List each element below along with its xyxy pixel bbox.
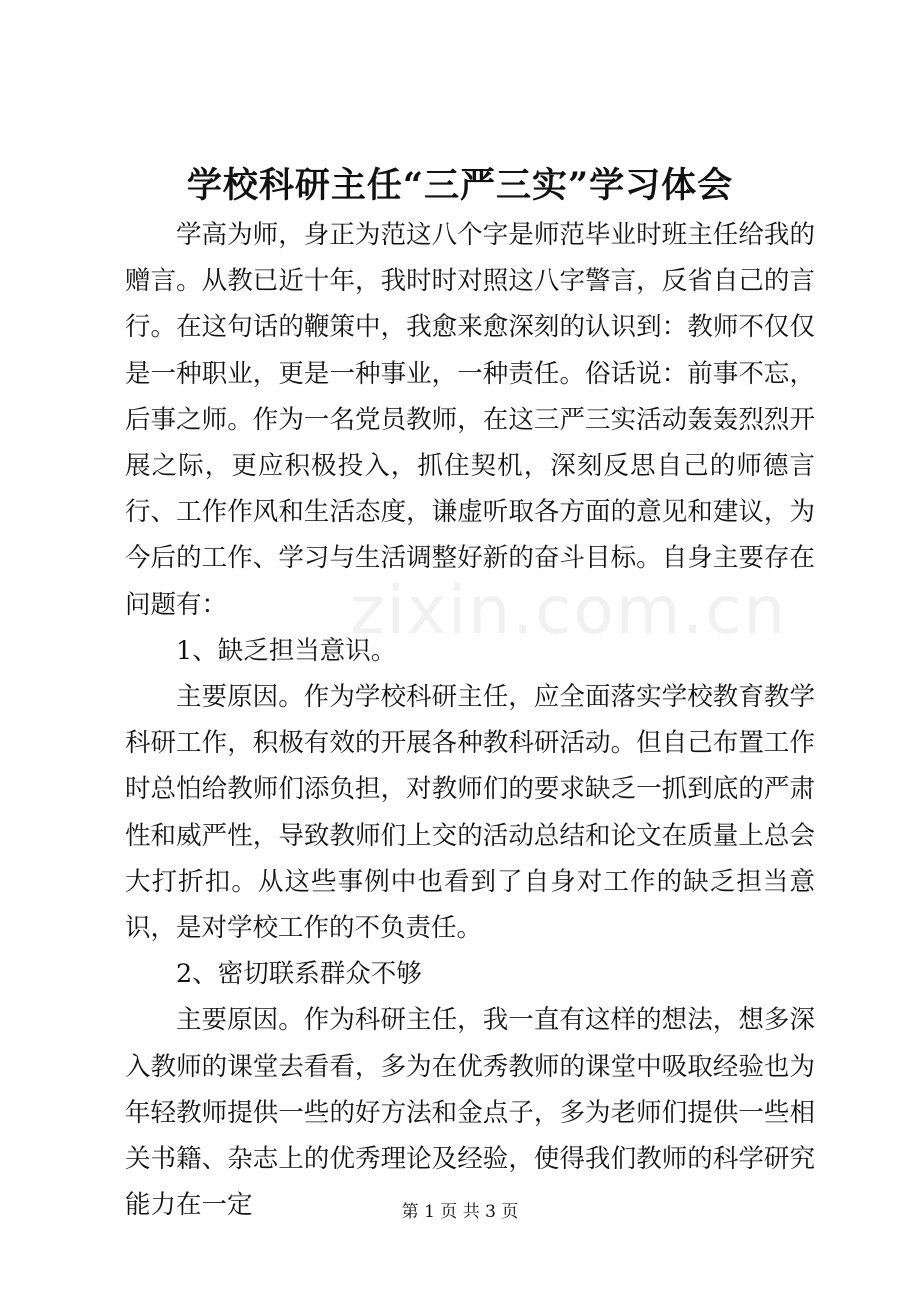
document-body — [125, 212, 815, 1228]
paragraph-intro: 学高为师，身正为范这八个字是师范毕业时班主任给我的赠言。从教已近十年，我时时对照这八字警言，反省自己的言行。在这句话的鞭策中，我愈来愈深刻的认识到：教师不仅仅是一种职业，更是一种事业，一种责任。俗话说：前事不忘，后事之师。作为一名党员教师，在这三严三实活动轰轰烈烈开展之际，更应积极投入，抓住契机，深刻反思自己的师德言行、工作作风和生活态度，谦虚听取各方面的意见和建议，为今后的工作、学习与生活调整好新的奋斗目标。自身主要存在问题有： — [125, 220, 815, 620]
document-title: 学校科研主任“三严三实”学习体会 — [186, 165, 734, 206]
paragraph-heading-1: 1、缺乏担当意识。 — [176, 635, 397, 666]
page-number-footer: 第 1 页 共 3 页 — [401, 1202, 519, 1222]
watermark: zixin.com.cn — [350, 572, 788, 649]
paragraph-reason-1: 主要原因。作为学校科研主任，应全面落实学校教育教学科研工作，积极有效的开展各种教科研活动。但自己布置工作时总怕给教师们添负担，对教师们的要求缺乏一抓到底的严肃性和威严性，导致教师们上交的活动总结和论文在质量上总会大打折扣。从这些事例中也看到了自身对工作的缺乏担当意识，是对学校工作的不负责任。 — [125, 682, 815, 944]
paragraph-reason-2: 主要原因。作为科研主任，我一直有这样的想法，想多深入教师的课堂去看看，多为在优秀教师的课堂中吸取经验也为年轻教师提供一些的好方法和金点子，多为老师们提供一些相关书籍、杂志上的优秀理论及经验，使得我们教师的科学研究能力在一定 — [125, 1005, 815, 1221]
paragraph-heading-2: 2、密切联系群众不够 — [176, 959, 422, 990]
